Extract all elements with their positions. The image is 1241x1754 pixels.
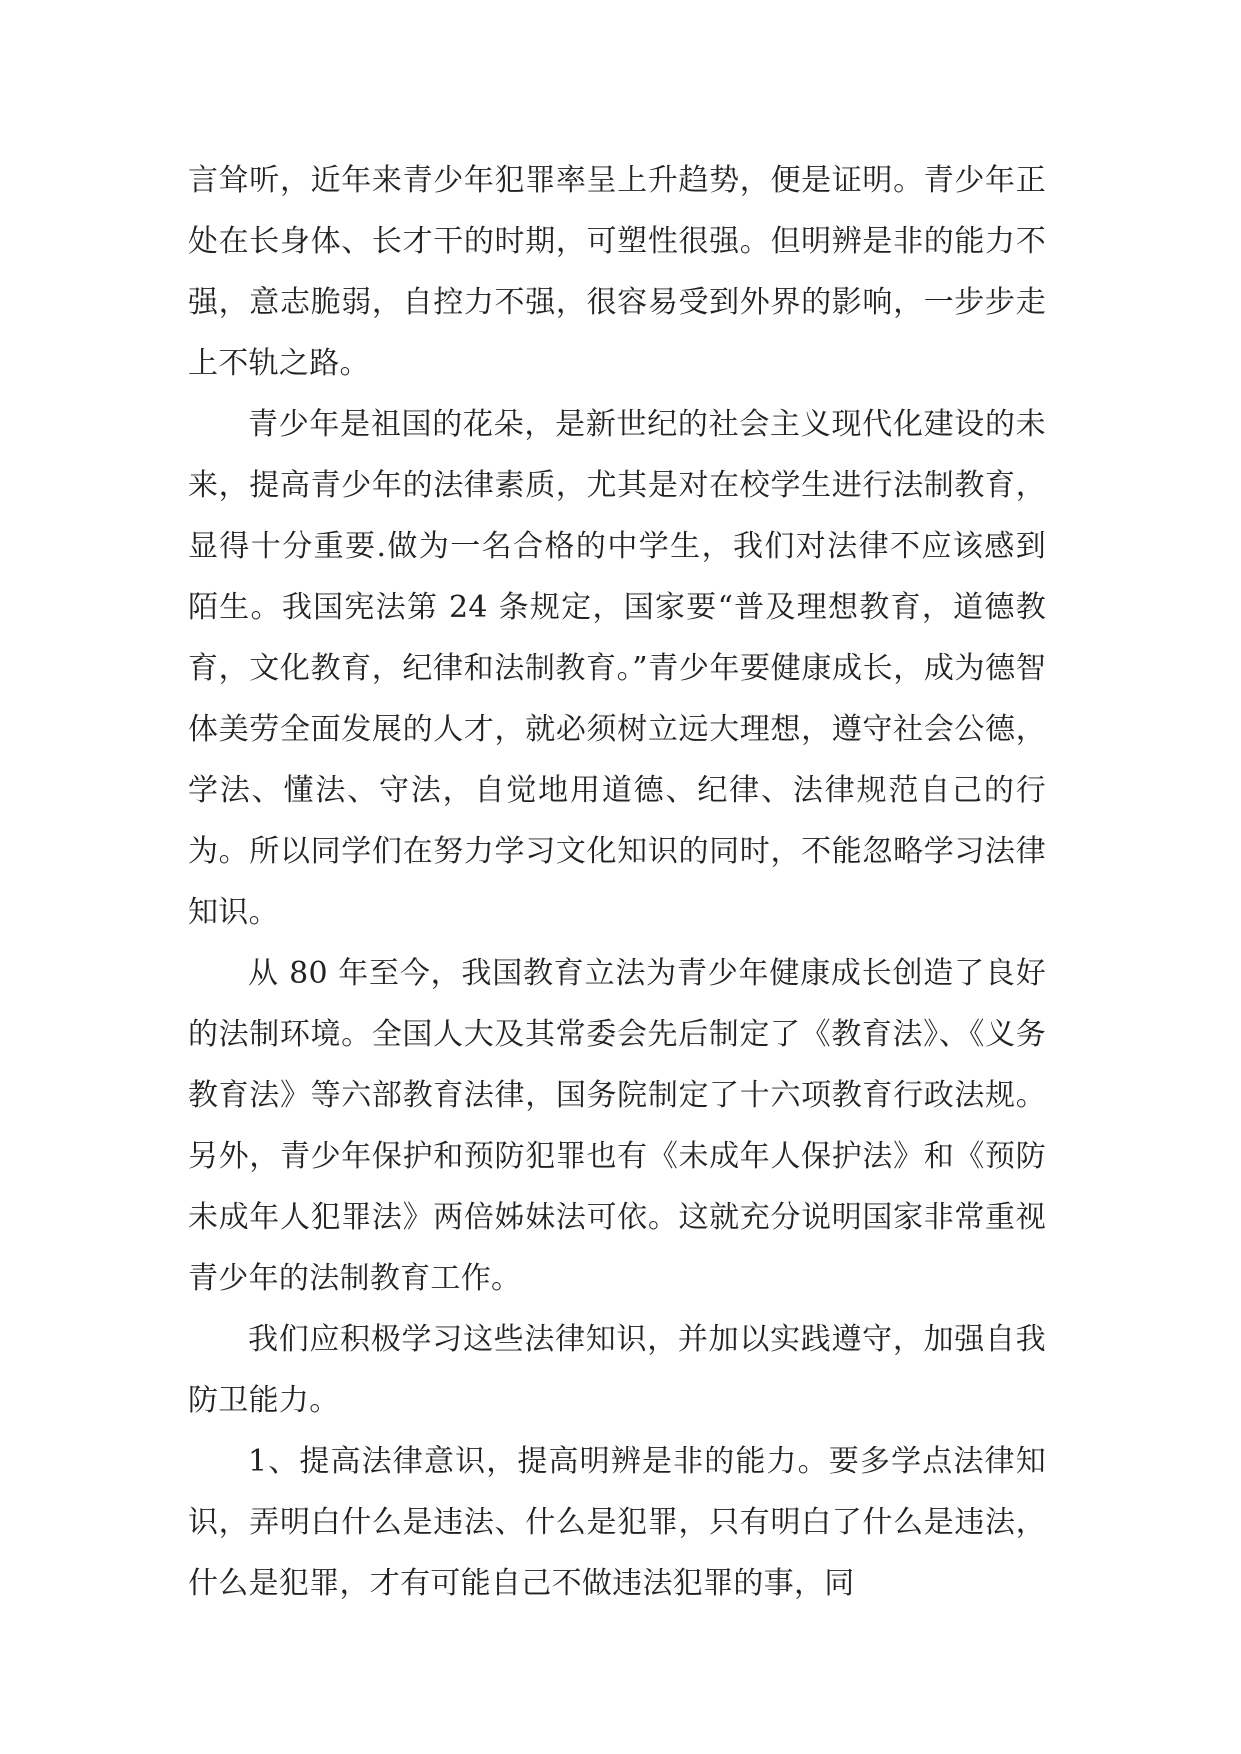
paragraph-education-legislation: 从 80 年至今，我国教育立法为青少年健康成长创造了良好的法制环境。全国人大及其常委会先后制定了《教育法》、《义务教育法》等六部教育法律，国务院制定了十六项教育行政法规。另外，青少年保护和预防犯罪也有《未成年人保护法》和《预防未成年人犯罪法》两倍姊妹法可依。这就充分说明国家非常重视青少年的法制教育工作。 xyxy=(188,956,1046,1296)
paragraph-youth-legal-education: 青少年是祖国的花朵，是新世纪的社会主义现代化建设的未来，提高青少年的法律素质，尤其是对在校学生进行法制教育，显得十分重要.做为一名合格的中学生，我们对法律不应该感到陌生。我国宪法第 24 条规定，国家要“普及理想教育，道德教育，文化教育，纪律和法制教育。”青少年要健康成长，成为德智体美劳全面发展的人才，就必须树立远大理想，遵守社会公德，学法、懂法、守法，自觉地用道德、纪律、法律规范自己的行为。所以同学们在努力学习文化知识的同时，不能忽略学习法律知识。 xyxy=(188,407,1046,930)
paragraph-continuation: 言耸听，近年来青少年犯罪率呈上升趋势，便是证明。青少年正处在长身体、长才干的时期，可塑性很强。但明辨是非的能力不强，意志脆弱，自控力不强，很容易受到外界的影响，一步步走上不轨之路。 xyxy=(188,163,1046,381)
paragraph-point-one: 1、提高法律意识，提高明辨是非的能力。要多学点法律知识，弄明白什么是违法、什么是犯罪，只有明白了什么是违法，什么是犯罪，才有可能自己不做违法犯罪的事，同 xyxy=(188,1444,1046,1601)
body-text xyxy=(188,150,1046,1614)
paragraph-self-defense: 我们应积极学习这些法律知识，并加以实践遵守，加强自我防卫能力。 xyxy=(188,1322,1046,1418)
